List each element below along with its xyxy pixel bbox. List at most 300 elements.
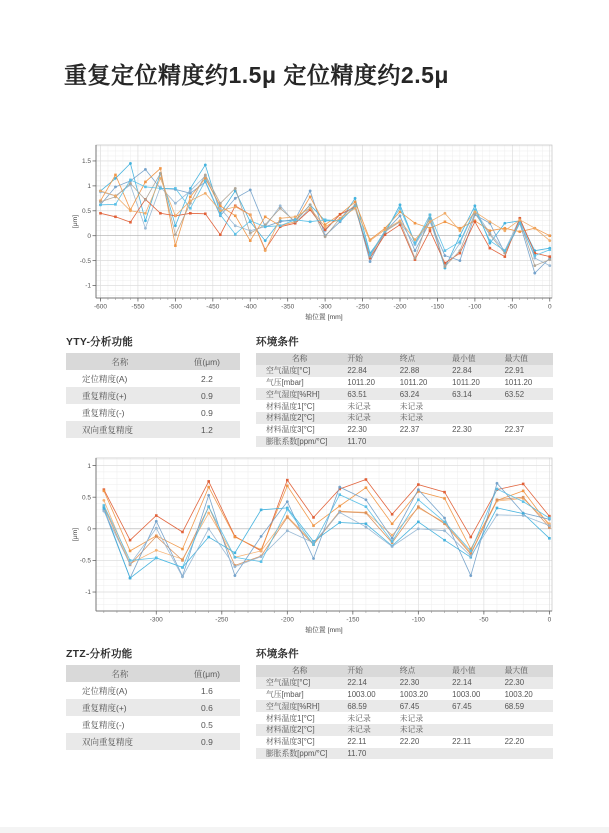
data-point-marker bbox=[429, 220, 432, 223]
data-point-marker bbox=[99, 212, 102, 215]
data-point-marker bbox=[324, 228, 327, 231]
data-point-marker bbox=[249, 219, 252, 222]
data-point-marker bbox=[443, 491, 446, 494]
data-point-marker bbox=[286, 500, 289, 503]
data-point-marker bbox=[207, 494, 210, 497]
data-point-marker bbox=[369, 239, 372, 242]
data-point-marker bbox=[548, 234, 551, 237]
yty-analysis-section bbox=[66, 334, 240, 438]
data-point-marker bbox=[414, 257, 417, 260]
cell: 未记录 bbox=[347, 713, 371, 723]
data-point-marker bbox=[473, 210, 476, 213]
cell: 63.52 bbox=[504, 389, 525, 399]
cell: 67.45 bbox=[399, 701, 420, 711]
cell: 0.6 bbox=[201, 702, 213, 713]
data-point-marker bbox=[417, 498, 420, 501]
data-point-marker bbox=[496, 514, 499, 517]
data-point-marker bbox=[234, 214, 237, 217]
data-point-marker bbox=[279, 204, 282, 207]
data-point-marker bbox=[429, 227, 432, 230]
data-point-marker bbox=[155, 514, 158, 517]
cell: 未记录 bbox=[347, 725, 371, 735]
table-row bbox=[66, 421, 240, 438]
data-point-marker bbox=[99, 189, 102, 192]
cell: 未记录 bbox=[347, 401, 371, 411]
data-point-marker bbox=[174, 214, 177, 217]
cell bbox=[396, 436, 448, 448]
table-row bbox=[66, 699, 240, 716]
data-point-marker bbox=[249, 188, 252, 191]
data-point-marker bbox=[129, 162, 132, 165]
data-point-marker bbox=[443, 497, 446, 500]
data-point-marker bbox=[414, 222, 417, 225]
data-point-marker bbox=[324, 225, 327, 228]
data-point-marker bbox=[233, 574, 236, 577]
cell: 未记录 bbox=[347, 413, 371, 423]
data-point-marker bbox=[181, 531, 184, 534]
data-point-marker bbox=[533, 264, 536, 267]
header-row bbox=[256, 353, 553, 365]
table-row bbox=[256, 736, 553, 748]
cell: 1003.20 bbox=[399, 689, 428, 699]
cell: 68.59 bbox=[347, 701, 367, 711]
data-point-marker bbox=[309, 203, 312, 206]
data-point-marker bbox=[234, 536, 237, 539]
cell: 0.5 bbox=[201, 719, 213, 730]
data-point-marker bbox=[174, 187, 177, 190]
data-point-marker bbox=[417, 488, 420, 491]
data-point-marker bbox=[286, 485, 289, 488]
data-point-marker bbox=[533, 257, 536, 260]
data-point-marker bbox=[204, 180, 207, 183]
data-point-marker bbox=[114, 215, 117, 218]
data-point-marker bbox=[249, 239, 252, 242]
data-point-marker bbox=[102, 499, 105, 502]
cell bbox=[396, 748, 448, 760]
data-point-marker bbox=[469, 536, 472, 539]
data-point-marker bbox=[417, 527, 420, 530]
y-tick-label: 0.5 bbox=[81, 207, 91, 215]
column-header: 开始 bbox=[343, 353, 395, 365]
data-point-marker bbox=[443, 539, 446, 542]
column-header: 终点 bbox=[396, 353, 448, 365]
data-point-marker bbox=[207, 505, 210, 508]
x-tick-label: -600 bbox=[93, 303, 108, 311]
table-row bbox=[66, 682, 240, 699]
row-label: 膨胀系数[ppm/°C] bbox=[266, 436, 328, 446]
data-point-marker bbox=[489, 229, 492, 232]
data-point-marker bbox=[260, 509, 263, 512]
data-point-marker bbox=[260, 535, 263, 538]
column-header: 名称 bbox=[256, 353, 343, 365]
data-point-marker bbox=[207, 512, 210, 515]
data-point-marker bbox=[207, 480, 210, 483]
data-point-marker bbox=[443, 521, 446, 524]
data-point-marker bbox=[443, 529, 446, 532]
cell: 未记录 bbox=[399, 401, 424, 411]
cell: 1011.20 bbox=[504, 377, 533, 387]
data-point-marker bbox=[155, 535, 158, 538]
data-point-marker bbox=[504, 249, 507, 252]
row-label: 材料温度2[°C] bbox=[266, 725, 315, 735]
cell: 1.2 bbox=[201, 424, 213, 435]
yty-environment-table bbox=[256, 353, 553, 447]
data-point-marker bbox=[365, 498, 368, 501]
data-point-marker bbox=[103, 490, 106, 493]
line-chart-svg bbox=[70, 142, 556, 330]
data-point-marker bbox=[189, 212, 192, 215]
data-point-marker bbox=[503, 229, 506, 232]
cell: 22.37 bbox=[399, 425, 420, 435]
data-point-marker bbox=[129, 182, 132, 185]
cell: 22.37 bbox=[504, 425, 525, 435]
data-point-marker bbox=[264, 239, 267, 242]
data-point-marker bbox=[234, 552, 237, 555]
yty-environment-title: 环境条件 bbox=[256, 336, 299, 348]
data-point-marker bbox=[391, 540, 394, 543]
data-point-marker bbox=[189, 199, 192, 202]
table-row bbox=[256, 689, 553, 701]
data-point-marker bbox=[181, 566, 184, 569]
data-point-marker bbox=[522, 490, 525, 493]
data-point-marker bbox=[234, 556, 237, 559]
cell bbox=[448, 412, 500, 424]
data-point-marker bbox=[309, 196, 312, 199]
cell: 1011.20 bbox=[399, 377, 428, 387]
data-point-marker bbox=[522, 514, 525, 517]
table-row bbox=[256, 377, 553, 389]
cell: 63.24 bbox=[399, 389, 420, 399]
data-point-marker bbox=[548, 258, 551, 261]
data-point-marker bbox=[204, 164, 207, 167]
table-row bbox=[66, 387, 240, 404]
data-point-marker bbox=[324, 235, 327, 238]
table-row bbox=[256, 748, 553, 760]
data-point-marker bbox=[444, 212, 447, 215]
data-point-marker bbox=[469, 574, 472, 577]
header-row bbox=[66, 353, 240, 370]
x-tick-label: -150 bbox=[346, 616, 360, 624]
yty-analysis-table bbox=[66, 353, 240, 438]
data-point-marker bbox=[286, 529, 289, 532]
x-tick-label: -150 bbox=[430, 303, 444, 311]
data-point-marker bbox=[354, 201, 357, 204]
yty-environment-section bbox=[256, 334, 553, 447]
column-header: 开始 bbox=[343, 665, 395, 677]
data-point-marker bbox=[312, 516, 315, 519]
data-point-marker bbox=[417, 521, 420, 524]
data-point-marker bbox=[207, 536, 210, 539]
cell: 22.30 bbox=[452, 425, 472, 435]
column-header: 最小值 bbox=[448, 353, 500, 365]
cell: 11.70 bbox=[347, 436, 367, 446]
row-label: 空气湿度[%RH] bbox=[266, 389, 320, 399]
x-tick-label: -300 bbox=[318, 303, 332, 311]
data-point-marker bbox=[414, 238, 417, 241]
x-tick-label: 0 bbox=[547, 303, 552, 311]
data-point-marker bbox=[129, 179, 132, 182]
row-label: 重复精度(-) bbox=[82, 407, 125, 418]
x-tick-label: -200 bbox=[393, 303, 407, 311]
cell bbox=[501, 400, 553, 412]
row-label: 材料温度3[°C] bbox=[266, 425, 315, 435]
data-point-marker bbox=[219, 213, 222, 216]
data-point-marker bbox=[459, 259, 462, 262]
data-point-marker bbox=[204, 212, 207, 215]
data-point-marker bbox=[174, 244, 177, 247]
row-label: 膨胀系数[ppm/°C] bbox=[266, 748, 328, 758]
data-point-marker bbox=[144, 168, 147, 171]
data-point-marker bbox=[338, 486, 341, 489]
data-point-marker bbox=[159, 177, 162, 180]
data-point-marker bbox=[444, 265, 447, 268]
data-point-marker bbox=[519, 222, 522, 225]
ztz-environment-section bbox=[256, 646, 553, 759]
data-point-marker bbox=[338, 505, 341, 508]
data-point-marker bbox=[234, 197, 237, 200]
ztz-position-error-chart bbox=[70, 455, 556, 648]
data-point-marker bbox=[219, 202, 222, 205]
data-point-marker bbox=[155, 549, 158, 552]
data-point-marker bbox=[181, 575, 184, 578]
data-point-marker bbox=[473, 204, 476, 207]
cell: 67.45 bbox=[452, 701, 472, 711]
data-point-marker bbox=[159, 212, 162, 215]
data-point-marker bbox=[522, 496, 525, 499]
data-point-marker bbox=[489, 247, 492, 250]
data-point-marker bbox=[189, 207, 192, 210]
table-row bbox=[256, 412, 553, 424]
data-point-marker bbox=[102, 510, 105, 513]
data-point-marker bbox=[459, 234, 462, 237]
data-point-marker bbox=[488, 220, 491, 223]
data-point-marker bbox=[399, 219, 402, 222]
column-header: 值(μm) bbox=[174, 353, 240, 370]
table-row bbox=[66, 716, 240, 733]
data-point-marker bbox=[365, 526, 368, 529]
data-point-marker bbox=[129, 577, 132, 580]
data-point-marker bbox=[309, 207, 312, 210]
y-tick-label: -1 bbox=[85, 589, 91, 597]
row-label: 定位精度(A) bbox=[82, 373, 128, 384]
data-point-marker bbox=[129, 563, 132, 566]
data-point-marker bbox=[548, 517, 551, 520]
data-point-marker bbox=[444, 249, 447, 252]
data-point-marker bbox=[159, 172, 162, 175]
data-point-marker bbox=[204, 192, 207, 195]
data-point-marker bbox=[414, 242, 417, 245]
data-point-marker bbox=[522, 500, 525, 503]
data-point-marker bbox=[144, 181, 147, 184]
data-point-marker bbox=[234, 187, 237, 190]
cell: 22.11 bbox=[347, 737, 367, 747]
x-tick-label: -50 bbox=[507, 303, 518, 311]
x-tick-label: -200 bbox=[280, 616, 294, 624]
cell: 22.84 bbox=[347, 366, 367, 376]
data-point-marker bbox=[369, 253, 372, 256]
x-tick-label: -400 bbox=[243, 303, 257, 311]
cell bbox=[501, 712, 553, 724]
y-tick-label: 0.5 bbox=[81, 494, 91, 502]
data-point-marker bbox=[496, 507, 499, 510]
x-tick-label: -250 bbox=[215, 616, 229, 624]
x-tick-label: -100 bbox=[468, 303, 482, 311]
cell bbox=[448, 724, 500, 736]
data-point-marker bbox=[189, 192, 192, 195]
table-row bbox=[66, 370, 240, 387]
data-point-marker bbox=[144, 186, 147, 189]
page-title: 重复定位精度约1.5μ 定位精度约2.5μ bbox=[64, 62, 449, 88]
x-tick-label: -50 bbox=[479, 616, 489, 624]
y-tick-label: 1 bbox=[87, 462, 91, 470]
data-point-marker bbox=[496, 482, 499, 485]
data-point-marker bbox=[459, 229, 462, 232]
yty-tables-row bbox=[66, 334, 553, 447]
data-point-marker bbox=[219, 209, 222, 212]
x-tick-label: -100 bbox=[411, 616, 425, 624]
data-point-marker bbox=[548, 255, 551, 258]
table-row bbox=[256, 424, 553, 436]
data-point-marker bbox=[233, 565, 236, 568]
data-point-marker bbox=[518, 218, 521, 221]
data-point-marker bbox=[365, 486, 368, 489]
cell: 22.14 bbox=[347, 678, 367, 688]
data-point-marker bbox=[155, 557, 158, 560]
data-point-marker bbox=[114, 174, 117, 177]
row-label: 重复精度(-) bbox=[82, 719, 125, 730]
cell bbox=[501, 748, 553, 760]
data-point-marker bbox=[533, 272, 536, 275]
row-label: 双向重复精度 bbox=[82, 424, 134, 435]
cell: 1011.20 bbox=[347, 377, 375, 387]
column-header: 最大值 bbox=[501, 665, 553, 677]
data-point-marker bbox=[469, 550, 472, 553]
x-tick-label: -300 bbox=[149, 616, 163, 624]
data-point-marker bbox=[129, 221, 132, 224]
column-header: 名称 bbox=[66, 353, 174, 370]
data-point-marker bbox=[399, 214, 402, 217]
data-point-marker bbox=[204, 174, 207, 177]
column-header: 终点 bbox=[396, 665, 448, 677]
data-point-marker bbox=[260, 560, 263, 563]
data-point-marker bbox=[459, 249, 462, 252]
row-label: 气压[mbar] bbox=[266, 377, 304, 387]
ztz-environment-table bbox=[256, 665, 553, 759]
row-label: 材料温度1[°C] bbox=[266, 713, 315, 723]
cell: 0.9 bbox=[201, 407, 213, 418]
row-label: 空气温度[°C] bbox=[266, 678, 311, 688]
row-label: 气压[mbar] bbox=[266, 689, 304, 699]
column-header: 名称 bbox=[256, 665, 343, 677]
data-point-marker bbox=[144, 219, 147, 222]
x-tick-label: 0 bbox=[547, 616, 552, 624]
y-tick-label: 1.5 bbox=[81, 158, 91, 166]
data-point-marker bbox=[294, 218, 297, 221]
data-point-marker bbox=[189, 189, 192, 192]
cell bbox=[448, 748, 500, 760]
row-label: 双向重复精度 bbox=[82, 736, 134, 747]
data-point-marker bbox=[522, 483, 525, 486]
data-point-marker bbox=[474, 220, 477, 223]
data-point-marker bbox=[114, 185, 117, 188]
data-point-marker bbox=[286, 516, 289, 519]
data-point-marker bbox=[496, 488, 499, 491]
data-point-marker bbox=[548, 524, 551, 527]
data-point-marker bbox=[312, 543, 315, 546]
data-point-marker bbox=[444, 254, 447, 257]
data-point-marker bbox=[114, 194, 117, 197]
data-point-marker bbox=[144, 198, 147, 201]
data-point-marker bbox=[174, 224, 177, 227]
data-point-marker bbox=[219, 233, 222, 236]
x-axis-label: 轴位置 [mm] bbox=[305, 627, 343, 634]
yty-position-error-chart bbox=[70, 142, 556, 335]
ztz-analysis-section bbox=[66, 646, 240, 750]
ztz-environment-title: 环境条件 bbox=[256, 648, 299, 660]
data-point-marker bbox=[103, 504, 106, 507]
data-point-marker bbox=[129, 539, 132, 542]
cell: 未记录 bbox=[399, 413, 424, 423]
data-point-marker bbox=[174, 202, 177, 205]
cell bbox=[501, 436, 553, 448]
data-point-marker bbox=[129, 550, 132, 553]
data-point-marker bbox=[144, 227, 147, 230]
data-point-marker bbox=[489, 239, 492, 242]
cell: 22.30 bbox=[347, 425, 367, 435]
y-tick-label: -1 bbox=[85, 282, 91, 290]
data-point-marker bbox=[365, 522, 368, 525]
table-row bbox=[66, 404, 240, 421]
cell bbox=[448, 400, 500, 412]
cell: 1011.20 bbox=[452, 377, 480, 387]
cell: 0.9 bbox=[201, 736, 213, 747]
data-point-marker bbox=[503, 252, 506, 255]
x-tick-label: -500 bbox=[168, 303, 182, 311]
ztz-analysis-table bbox=[66, 665, 240, 750]
data-point-marker bbox=[469, 555, 472, 558]
cell bbox=[448, 436, 500, 448]
cell: 22.11 bbox=[452, 737, 472, 747]
ztz-tables-row bbox=[66, 646, 553, 759]
data-point-marker bbox=[264, 249, 267, 252]
data-point-marker bbox=[338, 521, 341, 524]
data-point-marker bbox=[234, 233, 237, 236]
data-point-marker bbox=[339, 213, 342, 216]
x-tick-label: -550 bbox=[131, 303, 145, 311]
data-point-marker bbox=[294, 215, 297, 218]
data-point-marker bbox=[548, 239, 551, 242]
y-axis-label: [μm] bbox=[72, 214, 79, 229]
ztz-analysis-title: ZTZ-分析功能 bbox=[66, 648, 133, 660]
data-point-marker bbox=[155, 527, 158, 530]
cell bbox=[448, 712, 500, 724]
table-row bbox=[256, 712, 553, 724]
data-point-marker bbox=[181, 559, 184, 562]
data-point-marker bbox=[417, 505, 420, 508]
data-point-marker bbox=[249, 213, 252, 216]
data-point-marker bbox=[429, 229, 432, 232]
data-point-marker bbox=[279, 207, 282, 210]
column-header: 最小值 bbox=[448, 665, 500, 677]
line-chart-svg bbox=[70, 455, 556, 643]
table-row bbox=[256, 700, 553, 712]
cell bbox=[501, 724, 553, 736]
data-point-marker bbox=[312, 524, 315, 527]
data-point-marker bbox=[503, 222, 506, 225]
data-point-marker bbox=[443, 517, 446, 520]
data-point-marker bbox=[264, 215, 267, 218]
data-point-marker bbox=[260, 550, 263, 553]
